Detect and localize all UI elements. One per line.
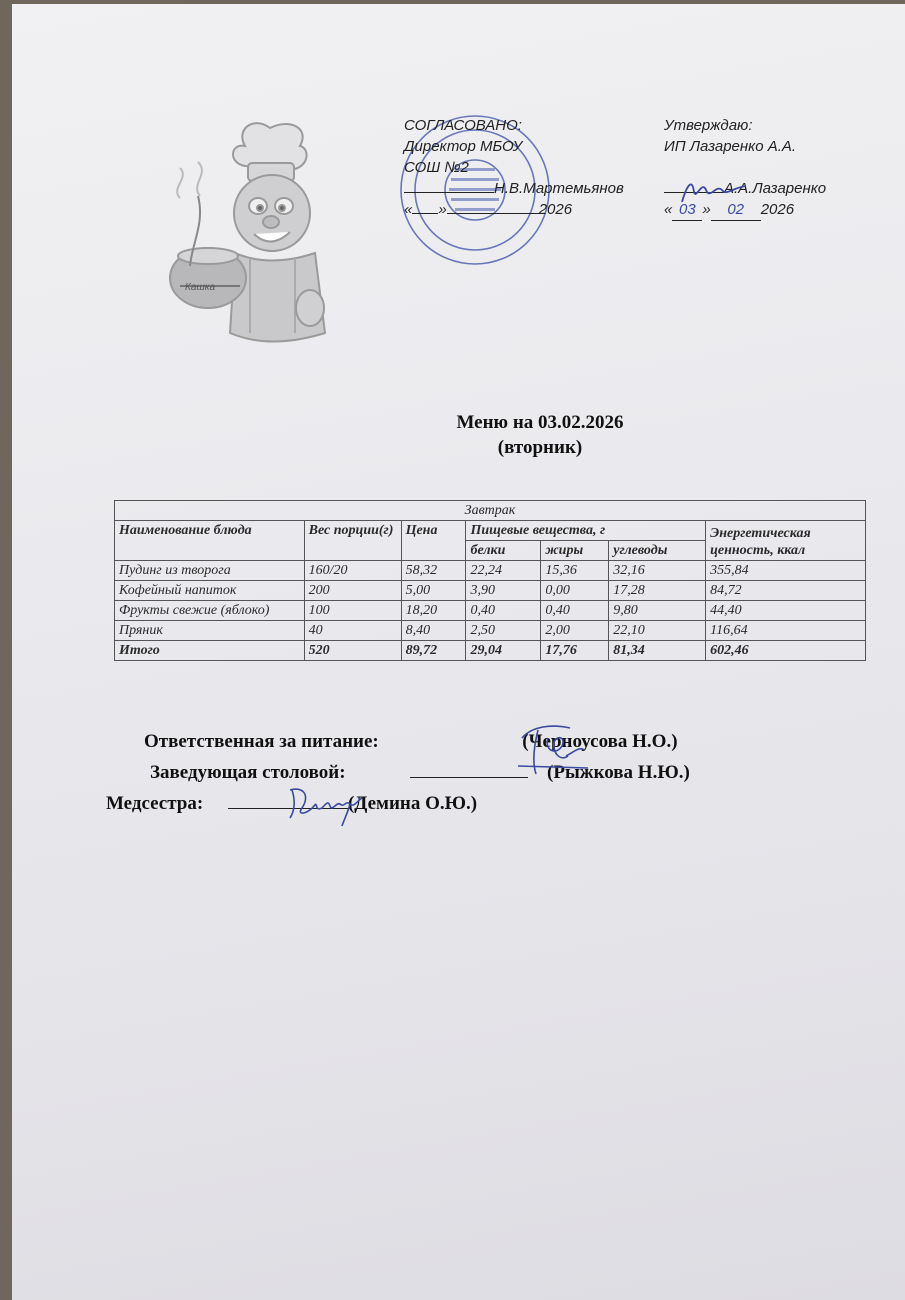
header-carbs: углеводы xyxy=(609,541,706,561)
agreed-signer: Н.В.Мартемьянов xyxy=(494,180,624,197)
cell-fat: 0,00 xyxy=(541,581,609,601)
agreed-title: СОГЛАСОВАНО: xyxy=(404,117,522,134)
responsible-nurse-name: (Демина О.Ю.) xyxy=(347,793,478,814)
approved-year: 2026 xyxy=(760,201,795,218)
cell-price: 8,40 xyxy=(401,621,466,641)
approved-month: 02 xyxy=(711,199,761,221)
cell-price: 18,20 xyxy=(401,601,466,621)
meal-name: Завтрак xyxy=(115,501,866,521)
total-energy: 602,46 xyxy=(706,641,866,661)
cell-carbs: 22,10 xyxy=(609,621,706,641)
cell-carbs: 32,16 xyxy=(609,561,706,581)
responsible-food-label: Ответственная за питание: xyxy=(144,731,379,752)
responsible-food-name: (Черноусова Н.О.) xyxy=(522,731,678,752)
cell-dish: Пряник xyxy=(115,621,305,641)
responsible-canteen-name: (Рыжкова Н.Ю.) xyxy=(547,762,690,783)
total-fat: 17,76 xyxy=(541,641,609,661)
approved-day: 03 xyxy=(672,199,702,221)
table-total-row xyxy=(115,641,866,661)
cell-protein: 2,50 xyxy=(466,621,541,641)
menu-title xyxy=(340,410,740,460)
cell-protein: 0,40 xyxy=(466,601,541,621)
header-price: Цена xyxy=(401,521,466,561)
menu-title-weekday: (вторник) xyxy=(497,437,583,458)
table-row xyxy=(115,561,866,581)
approved-signer: А.А.Лазаренко xyxy=(724,180,827,197)
cell-price: 5,00 xyxy=(401,581,466,601)
responsible-nurse-label: Медсестра: xyxy=(106,793,204,814)
cell-fat: 15,36 xyxy=(541,561,609,581)
agreed-date-open: « xyxy=(404,201,413,218)
agreed-position-line2: СОШ №2 xyxy=(404,159,469,176)
cell-energy: 44,40 xyxy=(706,601,866,621)
header-energy: Энергетическая ценность, ккал xyxy=(706,521,866,561)
total-protein: 29,04 xyxy=(466,641,541,661)
food-responsible-signature xyxy=(508,716,594,780)
responsible-canteen-label: Заведующая столовой: xyxy=(150,762,346,783)
approved-position: ИП Лазаренко А.А. xyxy=(664,138,797,155)
responsible-canteen-line xyxy=(150,762,690,784)
header-dish: Наименование блюда xyxy=(115,521,305,561)
cell-energy: 355,84 xyxy=(706,561,866,581)
cell-carbs: 9,80 xyxy=(609,601,706,621)
cell-fat: 2,00 xyxy=(541,621,609,641)
nurse-signature xyxy=(284,778,384,828)
total-price: 89,72 xyxy=(401,641,466,661)
cell-fat: 0,40 xyxy=(541,601,609,621)
cell-weight: 40 xyxy=(304,621,401,641)
cell-dish: Фрукты свежие (яблоко) xyxy=(115,601,305,621)
table-row xyxy=(115,581,866,601)
total-label: Итого xyxy=(115,641,305,661)
cell-weight: 200 xyxy=(304,581,401,601)
agreed-year: 2026 xyxy=(538,201,573,218)
cell-protein: 3,90 xyxy=(466,581,541,601)
cell-energy: 116,64 xyxy=(706,621,866,641)
cell-protein: 22,24 xyxy=(466,561,541,581)
header-fat: жиры xyxy=(541,541,609,561)
agreed-date-mid: » xyxy=(438,201,447,218)
approved-title: Утверждаю: xyxy=(664,117,753,134)
approved-date-mid: » xyxy=(702,201,711,218)
svg-text:Кашка: Кашка xyxy=(185,282,216,293)
header-protein: белки xyxy=(466,541,541,561)
table-row xyxy=(115,601,866,621)
table-row xyxy=(115,621,866,641)
approved-handwritten-signature xyxy=(676,170,756,210)
total-carbs: 81,34 xyxy=(609,641,706,661)
cell-weight: 100 xyxy=(304,601,401,621)
agreed-date-line xyxy=(404,199,624,220)
cell-dish: Кофейный напиток xyxy=(115,581,305,601)
meal-header-row xyxy=(115,501,866,521)
agreed-signature-line xyxy=(404,178,624,199)
responsible-food-line xyxy=(144,731,678,753)
header-nutrients: Пищевые вещества, г xyxy=(466,521,706,541)
approval-agreed-block xyxy=(404,115,624,220)
cell-price: 58,32 xyxy=(401,561,466,581)
cell-dish: Пудинг из творога xyxy=(115,561,305,581)
menu-title-date: Меню на 03.02.2026 xyxy=(456,412,624,433)
cell-energy: 84,72 xyxy=(706,581,866,601)
agreed-position-line1: Директор МБОУ xyxy=(404,138,523,155)
chef-illustration xyxy=(150,118,350,353)
total-weight: 520 xyxy=(304,641,401,661)
table-header-row xyxy=(115,521,866,541)
cell-weight: 160/20 xyxy=(304,561,401,581)
header-weight: Вес порции(г) xyxy=(304,521,401,561)
menu-table xyxy=(114,500,866,661)
approved-date-open: « xyxy=(664,201,673,218)
cell-carbs: 17,28 xyxy=(609,581,706,601)
